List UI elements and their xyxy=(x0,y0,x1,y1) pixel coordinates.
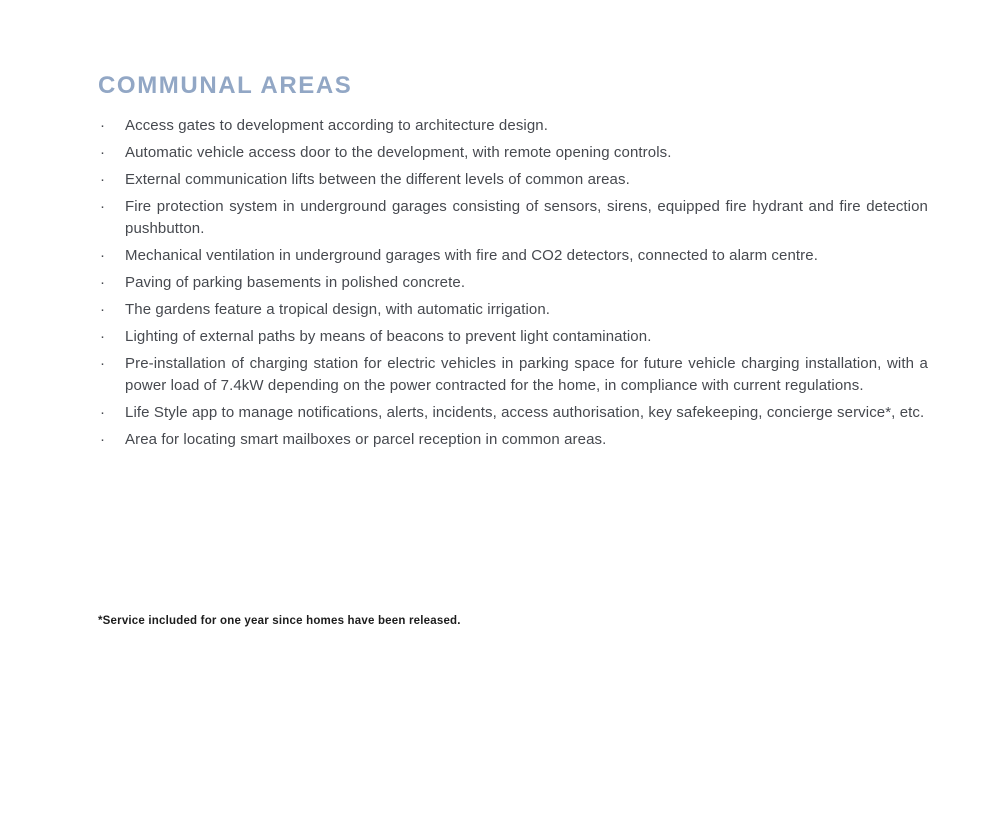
list-item xyxy=(98,115,928,137)
bullet-icon: · xyxy=(100,144,105,161)
bullet-icon: · xyxy=(100,328,105,345)
list-item xyxy=(98,326,928,348)
bullet-icon: · xyxy=(100,247,105,264)
list-item xyxy=(98,272,928,294)
list-item xyxy=(98,196,928,240)
bullet-icon: · xyxy=(100,431,105,448)
bullet-icon: · xyxy=(100,274,105,291)
list-item-text: Mechanical ventilation in underground garages with fire and CO2 detectors, connected to alarm centre. xyxy=(125,247,818,264)
list-item-text: Access gates to development according to architecture design. xyxy=(125,117,549,134)
list-item xyxy=(98,169,928,191)
bullet-icon: · xyxy=(100,117,105,134)
list-item xyxy=(98,353,928,397)
list-item-text: External communication lifts between the different levels of common areas. xyxy=(125,171,630,188)
bullet-icon: · xyxy=(100,198,105,215)
features-list xyxy=(98,115,928,451)
bullet-icon: · xyxy=(100,301,105,318)
list-item-text: Fire protection system in underground garages consisting of sensors, sirens, equipped fire hydrant and fire detection pushbutton. xyxy=(125,198,928,237)
list-item xyxy=(98,142,928,164)
list-item xyxy=(98,245,928,267)
list-item xyxy=(98,402,928,424)
bullet-icon: · xyxy=(100,171,105,188)
list-item-text: Area for locating smart mailboxes or parcel reception in common areas. xyxy=(125,431,607,448)
bullet-icon: · xyxy=(100,404,105,421)
list-item xyxy=(98,429,928,451)
list-item-text: Life Style app to manage notifications, alerts, incidents, access authorisation, key safekeeping, concierge service*, etc. xyxy=(125,404,925,421)
list-item xyxy=(98,299,928,321)
page-title: COMMUNAL AREAS xyxy=(98,72,353,99)
list-item-text: The gardens feature a tropical design, with automatic irrigation. xyxy=(125,301,551,318)
list-item-text: Lighting of external paths by means of beacons to prevent light contamination. xyxy=(125,328,652,345)
list-item-text: Pre-installation of charging station for electric vehicles in parking space for future vehicle charging installation, with a power load of 7.4kW depending on the power contracted for the home, in compliance with current regulations. xyxy=(125,355,928,394)
list-item-text: Automatic vehicle access door to the development, with remote opening controls. xyxy=(125,144,672,161)
list-item-text: Paving of parking basements in polished concrete. xyxy=(125,274,466,291)
footnote: *Service included for one year since homes have been released. xyxy=(98,615,461,627)
bullet-icon: · xyxy=(100,355,105,372)
